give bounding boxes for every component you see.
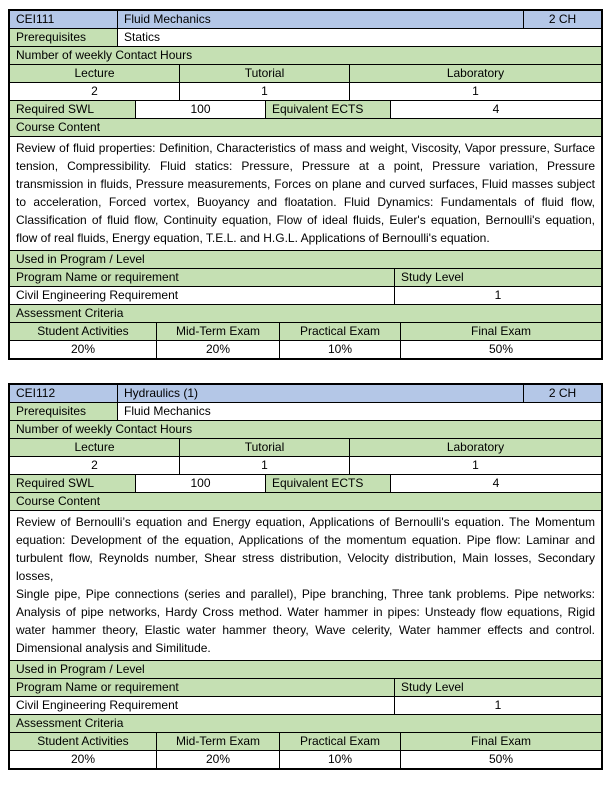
course-header-row	[10, 385, 601, 402]
prerequisite-value: Statics	[117, 29, 601, 46]
course-content-text	[10, 137, 601, 250]
laboratory-value: 1	[349, 83, 601, 100]
course-table-cei111	[8, 9, 603, 360]
prerequisites-label: Prerequisites	[10, 29, 117, 46]
lecture-header: Lecture	[10, 65, 179, 82]
assessment-criteria-header: Assessment Criteria	[10, 305, 601, 322]
course-content-header: Course Content	[10, 119, 601, 136]
course-code-cell: CEI111	[10, 11, 117, 28]
program-level-header-row	[10, 678, 601, 696]
course-content-header-row	[10, 118, 601, 136]
credit-hours-cell: 2 CH	[523, 11, 601, 28]
contact-hours-header-row	[10, 46, 601, 64]
student-activities-value: 20%	[70, 342, 96, 356]
content-paragraph: Review of Bernoulli’s equation and Energy equation, Applications of Bernoulli's equation. The Momentum equation: Development of the equation, Applications of the momentum equation. Pipe flow: Laminar and turbulent flow, Reynolds number, Shear stress distribution, Velocity distribution, Main losses, Secondary losses,	[16, 515, 595, 583]
used-in-program-header: Used in Program / Level	[10, 661, 601, 678]
hours-values-row	[10, 82, 601, 100]
program-level-value-row	[10, 286, 601, 304]
program-name-header: Program Name or requirement	[10, 269, 394, 286]
course-table-cei112	[8, 383, 603, 770]
assessment-header-row	[10, 304, 601, 322]
final-exam-header: Final Exam	[400, 733, 601, 750]
prerequisites-row	[10, 402, 601, 420]
student-activities-header: Student Activities	[10, 733, 156, 750]
final-exam-header: Final Exam	[400, 323, 601, 340]
study-level-value: 1	[394, 697, 601, 714]
student-activities-header: Student Activities	[10, 323, 156, 340]
study-level-header: Study Level	[394, 679, 601, 696]
hours-values-row	[10, 456, 601, 474]
mid-term-exam-header: Mid-Term Exam	[156, 733, 279, 750]
credit-hours-cell: 2 CH	[523, 385, 601, 402]
tutorial-header: Tutorial	[179, 439, 349, 456]
assessment-header-row	[10, 714, 601, 732]
program-name-value: Civil Engineering Requirement	[16, 288, 179, 302]
required-swl-value: 100	[135, 475, 265, 492]
hours-labels-row	[10, 438, 601, 456]
program-name-value: Civil Engineering Requirement	[16, 698, 179, 712]
mid-term-exam-value: 20%	[156, 341, 279, 358]
course-content-text	[10, 511, 601, 660]
equivalent-ects-value: 4	[390, 101, 601, 118]
equivalent-ects-label: Equivalent ECTS	[265, 475, 390, 492]
required-swl-value: 100	[135, 101, 265, 118]
course-title-cell: Fluid Mechanics	[117, 11, 523, 28]
contact-hours-header: Number of weekly Contact Hours	[10, 421, 601, 438]
assessment-criteria-header: Assessment Criteria	[10, 715, 601, 732]
required-swl-label: Required SWL	[10, 475, 135, 492]
course-code-cell: CEI112	[10, 385, 117, 402]
course-content-row	[10, 136, 601, 250]
assessment-labels-row	[10, 322, 601, 340]
program-level-value-row	[10, 696, 601, 714]
lecture-value: 2	[91, 84, 98, 98]
mid-term-exam-header: Mid-Term Exam	[156, 323, 279, 340]
tutorial-header: Tutorial	[179, 65, 349, 82]
program-name-header: Program Name or requirement	[10, 679, 394, 696]
equivalent-ects-label: Equivalent ECTS	[265, 101, 390, 118]
lecture-value: 2	[91, 458, 98, 472]
equivalent-ects-value: 4	[390, 475, 601, 492]
laboratory-value: 1	[349, 457, 601, 474]
swl-ects-row	[10, 100, 601, 118]
study-level-value: 1	[394, 287, 601, 304]
practical-exam-header: Practical Exam	[279, 733, 400, 750]
prerequisites-row	[10, 28, 601, 46]
practical-exam-value: 10%	[279, 751, 400, 768]
tutorial-value: 1	[179, 457, 349, 474]
prerequisites-label: Prerequisites	[10, 403, 117, 420]
used-in-program-row	[10, 660, 601, 678]
contact-hours-header: Number of weekly Contact Hours	[10, 47, 601, 64]
student-activities-value: 20%	[70, 752, 96, 766]
used-in-program-header: Used in Program / Level	[10, 251, 601, 268]
content-paragraph: Review of fluid properties: Definition, Characteristics of mass and weight, Viscosity, Vapor pressure, Surface tension, Compressibility. Fluid statics: Pressure, Pressure at a point, Pressure variation, Pressure transmission in fluids, Pressure measurements, Forces on plane and curved surfaces, Fluid masses subject to acceleration, Forced vortex, Buoyancy and floatation. Fluid Dynamics: Fundamentals of fluid flow, Classification of fluid flow, Continuity equation, Flow of ideal fluids, Euler's equation, Bernoulli's equation, flow of real fluids, Energy equation, T.E.L. and H.G.L. Applications of Bernoulli's equation.	[16, 141, 595, 245]
content-paragraph: Single pipe, Pipe connections (series and parallel), Pipe branching, Three tank problems. Pipe networks: Analysis of pipe networks, Hardy Cross method. Water hammer in pipes: Unsteady flow equations, Rigid water hammer theory, Elastic water hammer theory, Wave celerity, Water hammer effects and control. Dimensional analysis and Similitude.	[16, 587, 595, 655]
prerequisite-value: Fluid Mechanics	[117, 403, 601, 420]
mid-term-exam-value: 20%	[156, 751, 279, 768]
course-header-row	[10, 11, 601, 28]
study-level-header: Study Level	[394, 269, 601, 286]
laboratory-header: Laboratory	[349, 65, 601, 82]
practical-exam-header: Practical Exam	[279, 323, 400, 340]
hours-labels-row	[10, 64, 601, 82]
assessment-values-row	[10, 750, 601, 768]
assessment-values-row	[10, 340, 601, 358]
practical-exam-value: 10%	[279, 341, 400, 358]
course-content-header-row	[10, 492, 601, 510]
required-swl-label: Required SWL	[10, 101, 135, 118]
swl-ects-row	[10, 474, 601, 492]
lecture-header: Lecture	[10, 439, 179, 456]
laboratory-header: Laboratory	[349, 439, 601, 456]
course-content-header: Course Content	[10, 493, 601, 510]
course-title-cell: Hydraulics (1)	[117, 385, 523, 402]
assessment-labels-row	[10, 732, 601, 750]
program-level-header-row	[10, 268, 601, 286]
final-exam-value: 50%	[400, 341, 601, 358]
contact-hours-header-row	[10, 420, 601, 438]
final-exam-value: 50%	[400, 751, 601, 768]
used-in-program-row	[10, 250, 601, 268]
course-content-row	[10, 510, 601, 660]
tutorial-value: 1	[179, 83, 349, 100]
